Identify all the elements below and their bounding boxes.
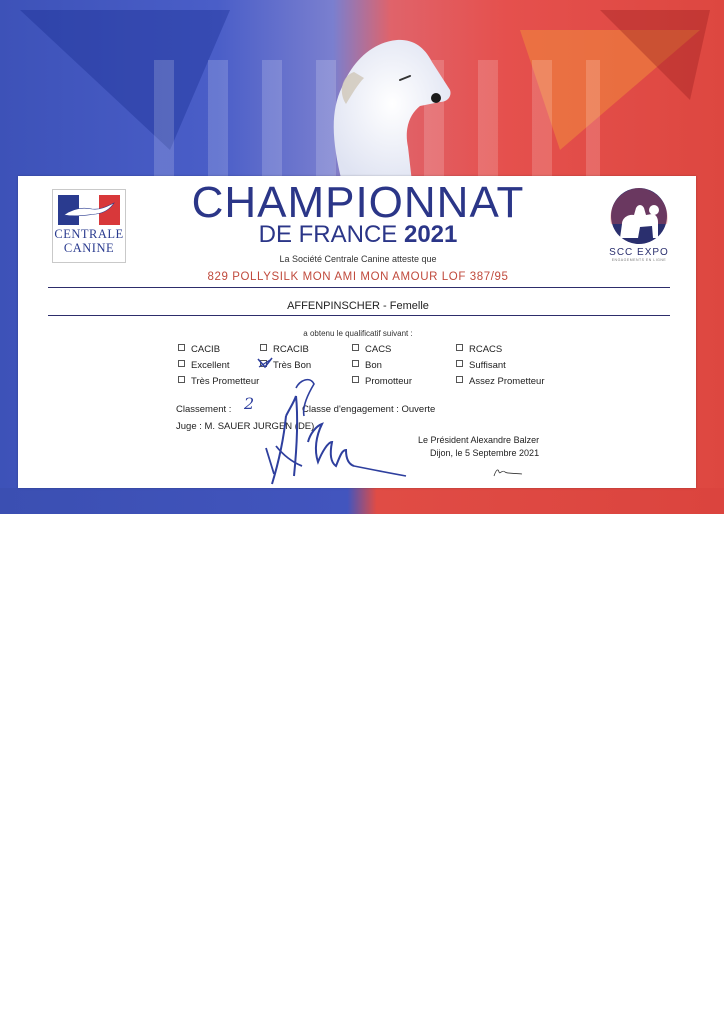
option-rcacs [456,344,502,355]
option-label: Très Prometteur [191,376,260,387]
option-label: RCACIB [273,344,309,355]
centrale-canine-text: CENTRALE [54,227,124,241]
option-bon [352,360,382,371]
dog-silhouette-icon [596,184,682,244]
checkbox-icon [352,344,359,351]
checkbox-icon [352,360,359,367]
certificate-card [18,176,696,488]
centrale-canine-logo-icon [52,189,126,263]
certificate-title: CHAMPIONNAT [191,178,525,227]
scc-expo-logo-icon [596,184,682,264]
place-date: Dijon, le 5 Septembre 2021 [430,448,540,458]
checkbox-icon [260,344,267,351]
option-label: CACS [365,344,392,355]
president-signature-icon [492,466,524,478]
option-label: Suffisant [469,360,506,371]
subtitle-year: 2021 [403,221,458,248]
banner-bottom-band [0,488,724,514]
attest-text: La Société Centrale Canine atteste que [279,254,437,264]
judge-signature-icon [224,376,424,491]
option-label: Promotteur [365,376,412,387]
option-label: CACIB [191,344,221,355]
classement-label: Classement : [176,404,232,415]
option-assez-prometteur [456,376,545,387]
checkbox-icon [456,360,463,367]
checkbox-icon [178,376,185,383]
checkbox-icon [178,344,185,351]
judge-line: Juge : M. SAUER JURGEN (DE) [176,421,315,432]
option-label: Très Bon [273,360,312,371]
certificate-subtitle [168,220,548,250]
breed-line: AFFENPINSCHER - Femelle [287,300,429,312]
option-rcacib [260,344,309,355]
decor-triangle [600,10,710,100]
scc-expo-text: SCC EXPO [609,247,669,258]
centrale-canine-text: CANINE [63,241,115,255]
dog-photo-icon [312,32,452,182]
obtained-text: a obtenu le qualificatif suivant : [303,329,413,338]
handwritten-check-icon [256,356,274,370]
classe-engagement: Classe d'engagement : Ouverte [302,404,436,415]
checkbox-icon [456,344,463,351]
subtitle-text: DE FRANCE [258,221,398,248]
option-excellent [178,360,230,371]
president-line: Le Président Alexandre Balzer [418,435,540,445]
option-label: Assez Prometteur [469,376,545,387]
divider [48,315,670,316]
option-cacib [178,344,220,355]
flag-dog-icon [58,195,120,225]
option-label: RCACS [469,344,503,355]
dog-name-line: 829 POLLYSILK MON AMI MON AMOUR LOF 387/95 [207,271,509,283]
option-label: Bon [365,360,382,371]
classement-value: 2 [244,394,255,413]
checkbox-icon [456,376,463,383]
option-label: Excellent [191,360,230,371]
option-cacs [352,344,391,355]
divider [48,287,670,288]
checkbox-icon [178,360,185,367]
option-suffisant [456,360,506,371]
scc-expo-tagline: ENGAGEMENTS EN LIGNE [611,258,667,262]
